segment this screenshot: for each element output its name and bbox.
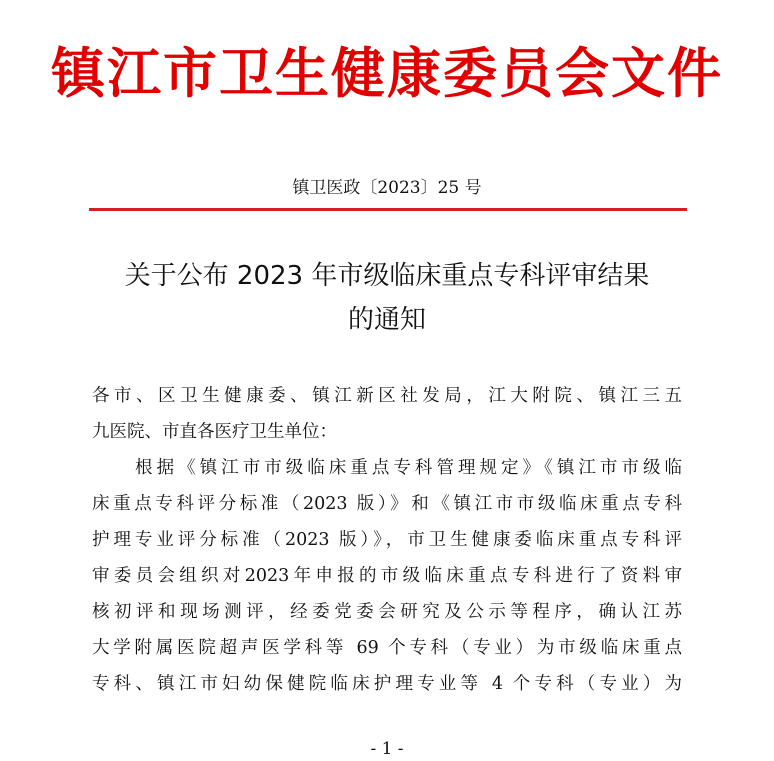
body-line: 核初评和现场测评，经委党委会研究及公示等程序，确认江苏 bbox=[92, 602, 682, 622]
notice-title-line-1: 关于公布 2023 年市级临床重点专科评审结果 bbox=[124, 261, 650, 291]
body-line: 根据《镇江市市级临床重点专科管理规定》《镇江市市级临 bbox=[92, 458, 682, 478]
notice-title-line-2: 的通知 bbox=[347, 305, 426, 335]
body-line: 床重点专科评分标准（2023 版）》和《镇江市市级临床重点专科 bbox=[92, 494, 682, 514]
body-line: 大学附属医院超声医学科等 69 个专科（专业）为市级临床重点 bbox=[92, 638, 682, 658]
body-line: 各市、区卫生健康委、镇江新区社发局，江大附院、镇江三五 bbox=[92, 386, 682, 406]
body-line: 专科、镇江市妇幼保健院临床护理专业等 4 个专科（专业）为 bbox=[92, 674, 682, 694]
issuing-agency-header: 镇江市卫生健康委员会文件 bbox=[51, 42, 723, 105]
red-divider-rule bbox=[89, 208, 687, 211]
page-number: - 1 - bbox=[370, 739, 404, 759]
body-line: 审委员会组织对2023年申报的市级临床重点专科进行了资料审 bbox=[92, 566, 682, 586]
document-number: 镇卫医政〔2023〕25 号 bbox=[292, 178, 482, 198]
body-line: 护理专业评分标准（2023 版）》，市卫生健康委临床重点专科评 bbox=[92, 530, 682, 550]
notice-title bbox=[60, 254, 714, 342]
body-line: 九医院、市直各医疗卫生单位： bbox=[92, 422, 337, 442]
body-paragraphs bbox=[92, 378, 682, 702]
